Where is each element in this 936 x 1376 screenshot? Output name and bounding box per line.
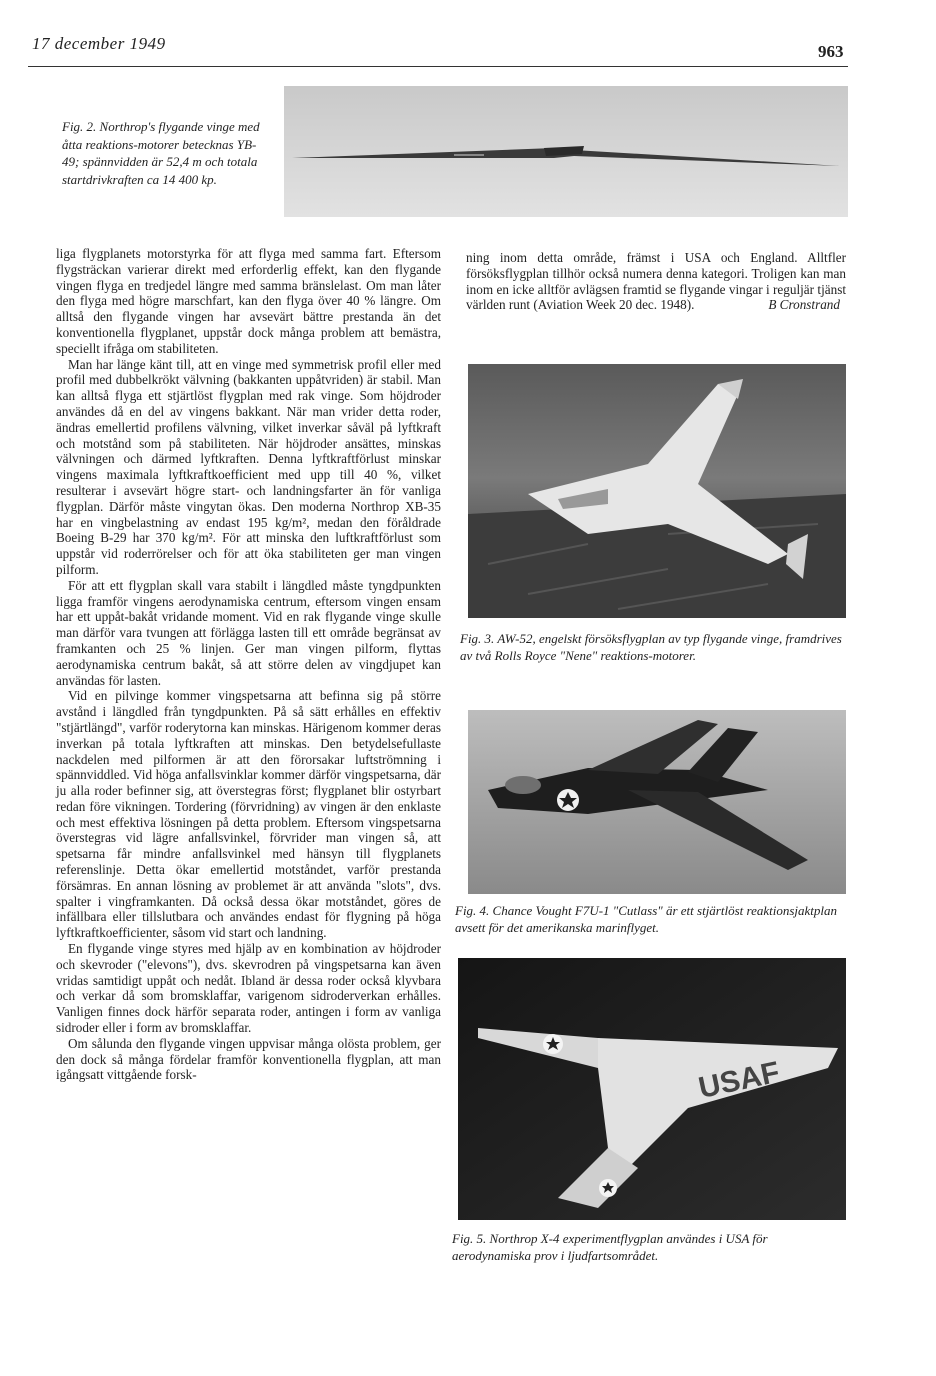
- fig2-caption: Fig. 2. Northrop's flygande vinge med åtta reaktions-motorer betecknas YB-49; spännvidden är 52,4 m och totala startdrivkraften ca 14 400 kp.: [62, 119, 260, 187]
- fig3-caption: Fig. 3. AW-52, engelskt försöksflygplan av typ flygande vinge, framdrives av två Rolls Royce "Nene" reaktions-motorer.: [460, 631, 842, 663]
- paragraph: För att ett flygplan skall vara stabilt i längdled måste tyngdpunkten ligga framför vingens aerodynamiska centrum, eftersom vingen ensam har ett uppåt-bakåt vridande moment. Vid en rak flygande vinge skulle man därför vara tvungen att förlägga lasten till ett område begränsat av framkanten och 25 % linjen. Ger man vingen pilform, flyttas aerodynamiska centrum bakåt, så att större delen av vingdjupet kan användas för lasten.: [56, 577, 441, 688]
- paragraph: liga flygplanets motorstyrka för att flyga med samma fart. Eftersom flygsträckan varierar direkt med erforderlig effekt, kan den flygande vingen flyga en tredjedel längre med samma bränslelast. Om man låter den flyga med högre marschfart, kan den flyga över 40 % längre. Om alltså den flygande vingen har avsevärt bättre prestanda än det konventionella flygplanet, uppstår dock många problem att bemästra, speciellt ifråga om stabiliteten.: [56, 246, 441, 356]
- fig2-photo: [284, 86, 848, 217]
- paragraph: Vid en pilvinge kommer vingspetsarna att befinna sig på större avstånd i längdled från tyngdpunkten. På så sätt erhålles en effektiv "stjärtlängd", varför roderytorna kan minskas. Härigenom kommer deras inverkan på totala lyftkraften att minskas. Den betydelsefullaste nackdelen med pilformen är att den förorsakar luftströmning i spännviddled. Vid höga anfallsvinklar kommer därför vingspetsarna, där ju alla roder befinner sig, att överstegras först; flygplanet blir ostyrbart redan före vikningen. Tordering (förvridning) av vingen är den enklaste och mest effektiva lösningen på detta problem. Eftersom vingspetsarna överstegras vid lägre anfallsvinkel, förvrider man vingen så, att spetsarna får mindre anfallsvinkel med hänsyn till flygplanets referenslinje. Detta ökar emellertid motståndet, varför prestanda försämras. En annan lösning av problemet är att använda "slots", dvs. spalter i vingframkanten. Då också dessa ökar motståndet, göres de infällbara eller tillslutbara och användes endast för flygning på höga lyftkraftkoefficienter, såsom vid start och landning.: [56, 688, 441, 941]
- header-rule: [28, 66, 848, 67]
- page-number: 963: [818, 42, 844, 61]
- left-column: [56, 246, 441, 1083]
- issue-date: 17 december 1949: [32, 34, 166, 53]
- fig5-usaf-marking: USAF: [695, 1055, 783, 1106]
- fig3-photo: [468, 364, 846, 618]
- paragraph: En flygande vinge styres med hjälp av en kombination av höjdroder och skevroder ("elevons"), dvs. skevrodren på vingspetsarna kan även vridas samtidigt uppåt och nedåt. Ibland är dessa roder också klyvbara och verkar då som bromsklaffar, varigenom sidroderverkan erhålles. Vanligen finnes dock härför separata roder, antingen i form av vanliga sidroder eller i form av bromsklaffar.: [56, 941, 441, 1036]
- paragraph: Man har länge känt till, att en vinge med symmetrisk profil eller med profil med dubbelkrökt välvning (bakkanten uppåtvriden) är stabil. Man kan alltså flyga ett stjärtlöst flygplan med rak vinge. Som höjdroder användes då en del av vingens bakkant. När man vrider detta roder, ändras emellertid profilens välvning, vilket inverkar såväl på lyftkraft och motstånd som på stabiliteten. När höjdroder ansättes, minskas välvningen och därmed lyftkraften. Denna lyftkraftförlust minskar vingens maximala lyftkraftkoefficient med upp till 40 %, vilket resulterar i avsevärt högre start- och landningsfarter än för vanliga flygplan. Därför måste vingytan ökas. Den moderna Northrop XB-35 har en vingbelastning av endast 195 kg/m², medan den föråldrade Boeing B-29 har 370 kg/m². För att minska den luftkraftförlust som uppstår vid roderrörelser och för att öka stabiliteten ger man vingen pilform.: [56, 356, 441, 577]
- paragraph: ning inom detta område, främst i USA och England. Alltfler försöksflygplan tillhör också numera denna kategori. Troligen kan man inom en icke alltför avlägsen framtid se flygande vingar i reguljär tjänst världen runt (Aviation Week 20 dec. 1948).: [466, 250, 846, 313]
- fig4-caption: Fig. 4. Chance Vought F7U-1 "Cutlass" är ett stjärtlöst reaktionsjaktplan avsett för det amerikanska marinflyget.: [455, 903, 838, 935]
- fig4-photo: [468, 710, 846, 894]
- fig5-caption: Fig. 5. Northrop X-4 experimentflygplan användes i USA för aerodynamiska prov i ljudfartsområdet.: [452, 1231, 768, 1263]
- fig5-photo: [458, 958, 846, 1220]
- right-column: [466, 250, 846, 313]
- paragraph: Om sålunda den flygande vingen uppvisar många olösta problem, ger den dock så många fördelar framför konventionella flygplan, att man igångsatt vittgående forsk-: [56, 1035, 441, 1083]
- author-signature: B Cronstrand: [768, 297, 840, 313]
